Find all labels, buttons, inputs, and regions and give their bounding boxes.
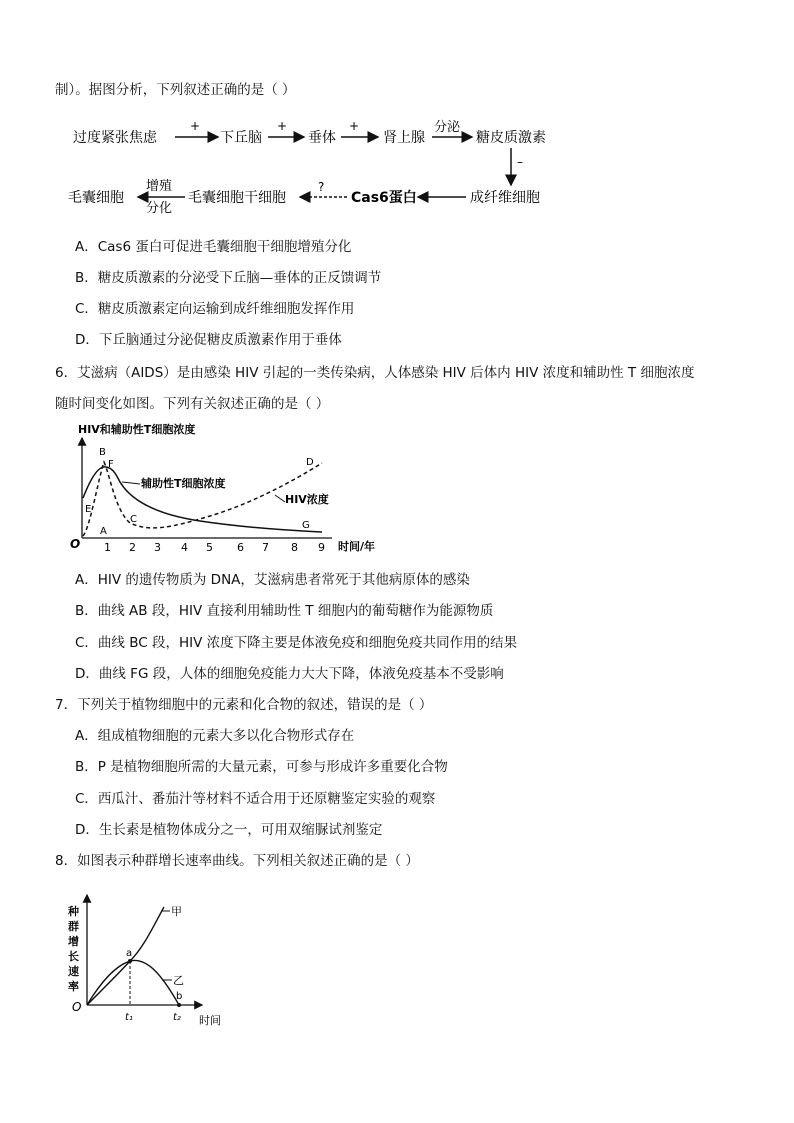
flow-node-hair-follicle: 毛囊细胞 <box>68 190 124 206</box>
q6-stem-line2: 随时间变化如图。下列有关叙述正确的是（ ） <box>55 396 330 412</box>
ylabel-char: 种 <box>68 905 79 918</box>
flow-differentiate: 分化 <box>146 201 173 216</box>
q6-stem-line1: 6．艾滋病（AIDS）是由感染 HIV 引起的一类传染病，人体感染 HIV 后体内 HIV 浓度和辅助性 T 细胞浓度 <box>55 365 695 381</box>
point-d: D <box>306 457 314 468</box>
flow-node-anxiety: 过度紧张焦虑 <box>73 130 157 146</box>
q5-option-c[interactable]: C．糖皮质激素定向运输到成纤维细胞发挥作用 <box>75 301 355 317</box>
label-b: b <box>176 991 183 1002</box>
q7-option-a[interactable]: A．组成植物细胞的元素大多以化合物形式存在 <box>75 728 355 744</box>
hiv-leader <box>275 495 285 502</box>
point-b: B <box>99 447 106 458</box>
curve-yi <box>87 960 179 1005</box>
flow-minus: – <box>517 155 523 169</box>
flow-node-adrenal: 肾上腺 <box>383 130 425 146</box>
chart2-ylabel <box>67 904 79 993</box>
flow-plus: + <box>190 119 201 133</box>
flow-secrete-label: 分泌 <box>434 120 461 135</box>
point-a-dot <box>128 959 132 963</box>
label-t1: t₁ <box>125 1012 133 1023</box>
q5-option-b[interactable]: B．糖皮质激素的分泌受下丘脑—垂体的正反馈调节 <box>75 270 382 286</box>
chart2-xlabel: 时间 <box>199 1014 221 1027</box>
q7-option-c[interactable]: C．西瓜汁、番茄汁等材料不适合用于还原糖鉴定实验的观察 <box>75 791 436 807</box>
q6-option-a[interactable]: A．HIV 的遗传物质为 DNA，艾滋病患者常死于其他病原体的感染 <box>75 572 470 588</box>
q6-option-b[interactable]: B．曲线 AB 段，HIV 直接利用辅助性 T 细胞内的葡萄糖作为能源物质 <box>75 603 494 619</box>
label-t2: t₂ <box>173 1012 181 1023</box>
flow-question: ? <box>318 180 325 194</box>
point-a: A <box>100 526 107 537</box>
x-tick: 1 <box>104 541 111 554</box>
q6-option-d[interactable]: D．曲线 FG 段，人体的细胞免疫能力大大下降，体液免疫基本不受影响 <box>75 666 504 682</box>
chart2-origin: O <box>72 1000 82 1014</box>
x-tick: 4 <box>181 541 188 554</box>
flow-node-hypothalamus: 下丘脑 <box>220 130 262 146</box>
tcell-label: 辅助性T细胞浓度 <box>141 477 226 490</box>
chart1-origin: O <box>70 537 81 551</box>
x-tick: 7 <box>262 541 269 554</box>
q8-stem: 8．如图表示种群增长速率曲线。下列相关叙述正确的是（ ） <box>55 853 419 869</box>
chart1-ylabel: HIV和辅助性T细胞浓度 <box>78 423 196 436</box>
flow-plus: + <box>349 119 360 133</box>
flow-node-fibroblast: 成纤维细胞 <box>470 190 540 206</box>
point-e: E <box>85 504 92 515</box>
x-tick: 8 <box>291 541 298 554</box>
q7-option-b[interactable]: B．P 是植物细胞所需的大量元素，可参与形成许多重要化合物 <box>75 759 448 775</box>
q5-option-a[interactable]: A．Cas6 蛋白可促进毛囊细胞干细胞增殖分化 <box>75 239 352 255</box>
flow-plus: + <box>277 119 288 133</box>
q5-option-d[interactable]: D．下丘脑通过分泌促糖皮质激素作用于垂体 <box>75 332 342 348</box>
flow-diagram <box>0 110 794 220</box>
flow-node-cas6: Cas6蛋白 <box>351 190 417 206</box>
q7-option-d[interactable]: D．生长素是植物体成分之一，可用双缩脲试剂鉴定 <box>75 822 383 838</box>
label-yi: 乙 <box>173 974 184 987</box>
x-tick: 3 <box>154 541 161 554</box>
x-tick: 6 <box>237 541 244 554</box>
flow-node-stemcell: 毛囊细胞干细胞 <box>188 190 286 206</box>
x-tick: 5 <box>206 541 213 554</box>
ylabel-char: 速 <box>68 965 79 978</box>
q5-stem: 制）。据图分析，下列叙述正确的是（ ） <box>55 82 296 98</box>
flow-proliferate: 增殖 <box>146 179 173 194</box>
point-f: F <box>108 459 114 470</box>
point-g: G <box>302 520 310 531</box>
q7-stem: 7．下列关于植物细胞中的元素和化合物的叙述，错误的是（ ） <box>55 697 433 713</box>
q6-option-c[interactable]: C．曲线 BC 段，HIV 浓度下降主要是体液免疫和细胞免疫共同作用的结果 <box>75 635 518 651</box>
point-b-dot <box>177 1003 181 1007</box>
ylabel-char: 群 <box>68 920 79 933</box>
chart1-xlabel: 时间/年 <box>338 540 376 553</box>
flow-node-pituitary: 垂体 <box>308 130 336 146</box>
growth-rate-chart <box>62 885 242 1030</box>
point-c: C <box>130 514 137 525</box>
hiv-tcell-chart <box>60 420 400 560</box>
ylabel-char: 增 <box>68 935 79 948</box>
hiv-label: HIV浓度 <box>285 493 329 506</box>
x-tick: 2 <box>129 541 136 554</box>
ylabel-char: 长 <box>68 950 79 963</box>
chart1-ticks <box>104 541 325 554</box>
label-a: a <box>126 948 133 959</box>
tcell-leader <box>122 482 140 484</box>
ylabel-char: 率 <box>68 980 79 993</box>
flow-node-glucocorticoid: 糖皮质激素 <box>476 130 546 146</box>
x-tick: 9 <box>318 541 325 554</box>
label-jia: 甲 <box>171 905 182 918</box>
